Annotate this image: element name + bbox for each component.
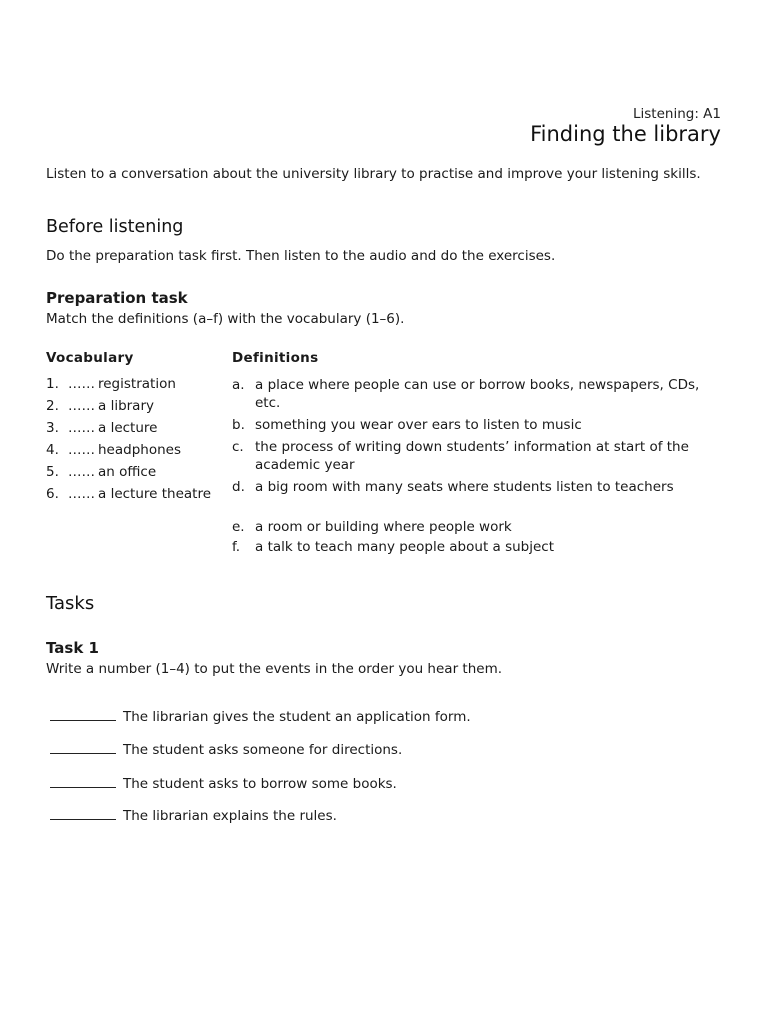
event-item <box>50 807 337 824</box>
event-text: The librarian explains the rules. <box>123 808 337 824</box>
definition-item <box>232 438 702 474</box>
definition-item <box>232 478 702 496</box>
vocab-number: 4. <box>46 442 59 458</box>
vocab-item <box>46 464 156 480</box>
definition-text: a big room with many seats where students listen to teachers <box>255 479 674 495</box>
vocab-term: a lecture theatre <box>98 486 212 502</box>
vocabulary-heading: Vocabulary <box>46 350 134 366</box>
task1-heading: Task 1 <box>46 639 99 657</box>
vocab-item <box>46 486 211 502</box>
answer-blank[interactable] <box>50 775 116 788</box>
vocab-blank: …… <box>68 486 95 502</box>
definition-letter: d. <box>232 479 245 495</box>
event-item <box>50 708 471 725</box>
answer-blank[interactable] <box>50 708 116 721</box>
definition-letter: e. <box>232 519 245 535</box>
definition-text: a talk to teach many people about a subject <box>255 539 555 555</box>
definitions-heading: Definitions <box>232 350 319 366</box>
definition-text: the process of writing down students’ information at start of the academic year <box>255 439 689 473</box>
definition-letter: f. <box>232 539 241 555</box>
vocab-blank: …… <box>68 442 95 458</box>
vocab-number: 1. <box>46 376 59 392</box>
vocab-number: 6. <box>46 486 59 502</box>
definition-letter: b. <box>232 417 245 433</box>
vocab-term: headphones <box>98 442 181 458</box>
before-listening-heading: Before listening <box>46 217 184 237</box>
definition-letter: a. <box>232 377 245 393</box>
event-item <box>50 741 402 758</box>
vocab-item <box>46 442 181 458</box>
vocab-blank: …… <box>68 398 95 414</box>
event-text: The student asks to borrow some books. <box>123 776 397 792</box>
vocab-term: registration <box>98 376 176 392</box>
intro-text: Listen to a conversation about the university library to practise and improve your listening skills. <box>46 166 701 182</box>
definition-item <box>232 376 702 412</box>
answer-blank[interactable] <box>50 741 116 754</box>
vocab-item <box>46 420 157 436</box>
vocab-blank: …… <box>68 376 95 392</box>
vocab-number: 5. <box>46 464 59 480</box>
definition-item <box>232 416 702 434</box>
vocab-term: an office <box>98 464 157 480</box>
level-label: Listening: A1 <box>632 106 721 122</box>
page-title: Finding the library <box>530 122 721 146</box>
before-listening-text: Do the preparation task first. Then listen to the audio and do the exercises. <box>46 248 556 264</box>
task1-instructions: Write a number (1–4) to put the events in the order you hear them. <box>46 661 503 677</box>
vocab-blank: …… <box>68 420 95 436</box>
definition-text: a room or building where people work <box>255 519 512 535</box>
answer-blank[interactable] <box>50 807 116 820</box>
vocab-item <box>46 398 154 414</box>
definition-text: a place where people can use or borrow books, newspapers, CDs, etc. <box>255 377 700 411</box>
vocab-blank: …… <box>68 464 95 480</box>
definition-letter: c. <box>232 439 244 455</box>
vocab-term: a library <box>98 398 154 414</box>
tasks-heading: Tasks <box>46 593 95 614</box>
definition-item <box>232 538 702 556</box>
preparation-task-text: Match the definitions (a–f) with the vocabulary (1–6). <box>46 311 405 327</box>
definition-item <box>232 518 702 536</box>
vocab-number: 3. <box>46 420 59 436</box>
event-item <box>50 775 397 792</box>
vocab-item <box>46 376 176 392</box>
event-text: The student asks someone for directions. <box>123 742 403 758</box>
definition-text: something you wear over ears to listen to music <box>255 417 582 433</box>
event-text: The librarian gives the student an application form. <box>123 709 471 725</box>
preparation-task-heading: Preparation task <box>46 289 188 307</box>
vocab-term: a lecture <box>98 420 158 436</box>
vocab-number: 2. <box>46 398 59 414</box>
